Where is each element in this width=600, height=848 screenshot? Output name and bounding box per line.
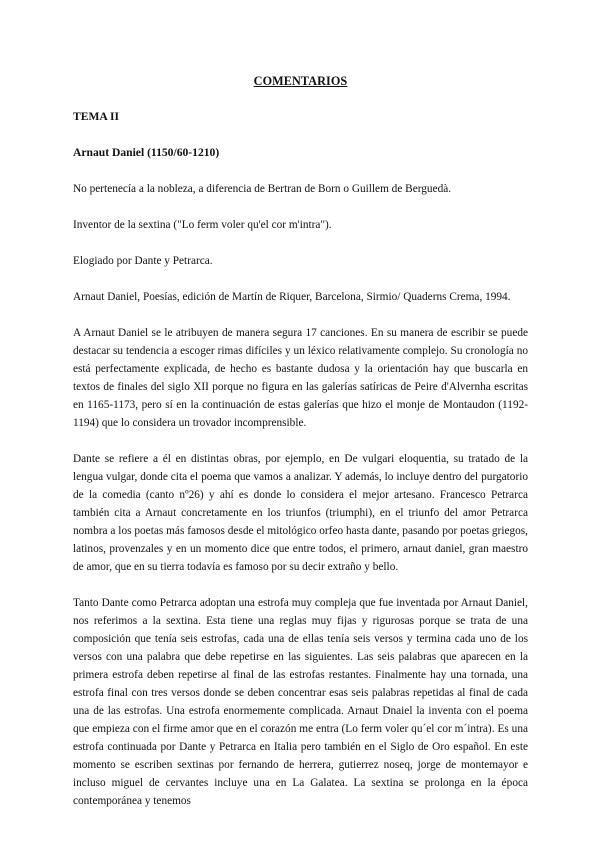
subheading-author: Arnaut Daniel (1150/60-1210) [73,146,220,159]
paragraph-edition: Arnaut Daniel, Poesías, edición de Martín de Riquer, Barcelona, Sirmio/ Quaderns Crema, 1994. [73,291,511,303]
paragraph-praised: Elogiado por Dante y Petrarca. [73,255,213,267]
paragraph-nobility: No pertenecía a la nobleza, a diferencia de Bertran de Born o Guillem de Berguedà. [73,183,452,195]
paragraph-dante-petrarca: Dante se refiere a él en distintas obras, por ejemplo, en De vulgari eloquentia, su tratado de la lengua vulgar, donde cita el poema que vamos a analizar. Y además, lo incluye dentro del purgatorio de la comedia (canto nº26) y ahí es donde lo considera el mejor artesano. Francesco Petrarca también cita a Arnaut concretamente en los triunfos (triumphi), en el triunfo del amor Petrarca nombra a los poetas más famosos desde el mitológico orfeo hasta dante, pasando por poetas griegos, latinos, provenzales y en un momento dice que entre todos, el primero, arnaut daniel, gran maestro de amor, que en su tierra todavía es famoso por su decir extraño y bello. [73,453,528,573]
section-heading: TEMA II [73,110,120,123]
paragraph-inventor: Inventor de la sextina ("Lo ferm voler qu'el cor m'intra"). [73,219,332,231]
paragraph-sextina: Tanto Dante como Petrarca adoptan una estrofa muy compleja que fue inventada por Arnaut Daniel, nos referimos a la sextina. Esta tiene una reglas muy fijas y rigurosas porque se trata de una composición que tenía seis estrofas, cada una de ellas tenía seis versos y termina cada uno de los versos con una palabra que debe repetirse en las siguientes. Las seis palabras que aparecen en la primera estrofa deben repetirse al final de las estrofas restantes. Finalmente hay una tornada, una estrofa final con tres versos donde se deben concentrar esas seis palabras repetidas al final de cada una de las estrofas. Una estrofa enormemente complicada. Arnaut Dnaiel la inventa con el poema que empieza con el firme amor que en el corazón me entra (Lo ferm voler qu´el cor m´intra). Es una estrofa continuada por Dante y Petrarca en Italia pero también en el Siglo de Oro español. En este momento se escriben sextinas por fernando de herrera, gutierrez noseq, jorge de montemayor e incluso miguel de cervantes incluye una en La Galatea. La sextina se prolonga en la época contemporánea y tenemos [73,597,528,807]
document-title: COMENTARIOS [253,74,348,88]
document-body [73,72,528,828]
paragraph-attribution: A Arnaut Daniel se le atribuyen de manera segura 17 canciones. En su manera de escribir se puede destacar su tendencia a escoger rimas difíciles y un léxico relativamente complejo. Su cronología no está perfectamente explicada, de hecho es bastante dudosa y la orientación hay que buscarla en textos de finales del siglo XII porque no figura en las galerías satíricas de Peire d'Alvernha escritas en 1165-1173, pero sí en la continuación de estas galerías que hizo el monje de Montaudon (1192-1194) que lo considera un trovador incomprensible. [73,327,528,429]
